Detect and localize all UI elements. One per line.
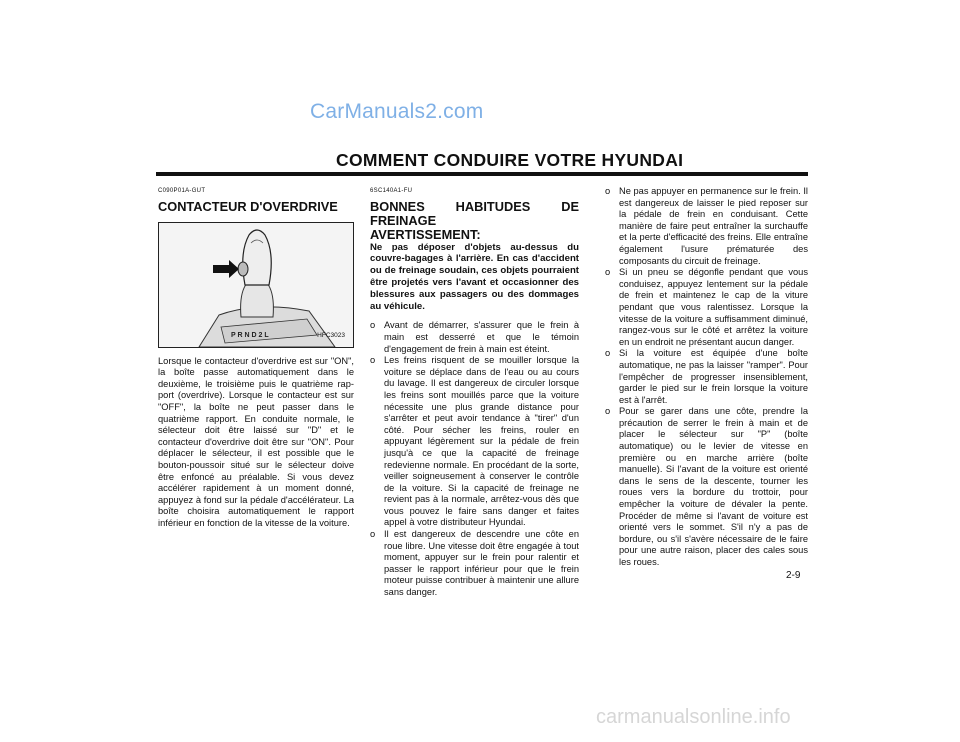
list-item-text: Avant de démarrer, s'assurer que le frein à main est desserré et que le témoin d'engagement de frein à main est éteint. [384,320,579,354]
bullet-mark: o [605,186,611,196]
warning-title: AVERTISSEMENT: [370,226,481,242]
svg-text:P R N D 2 L: P R N D 2 L [231,331,269,339]
page-number: 2-9 [786,570,801,581]
column-braking-continued [605,186,808,569]
list-item [370,529,579,599]
section-title-braking: BONNES HABITUDES DE FREINAGE [370,198,579,228]
section-code: C090P01A-GUT [158,188,206,194]
bullet-mark: o [370,529,376,540]
figure-label: HFC3023 [317,332,345,339]
page-header: COMMENT CONDUIRE VOTRE HYUNDAI [336,150,684,170]
list-item [605,267,808,348]
overdrive-body-text: Lorsque le contacteur d'overdrive est sur "ON", la boîte passe automatiquement dans le deuxième, le troisième puis le quatrième rap-port (overdrive). Lorsque le contacteur est sur "OFF", la boîte ne peut passer dans le quatrième rapport. En conduite normale, le sélecteur doit être laissé sur "D" et le contacteur d'overdrive doit être sur "ON". Pour déplacer le sélecteur, il est possible que le bouton-poussoir situé sur le sélecteur doive être enfoncé au préalable. Si vous devez accélérer rapidement à un moment donné, appuyez à fond sur la pédale d'accélérateur. La boîte choisira automatiquement le rapport inférieur en fonction de la vitesse de la voiture. [158,355,354,528]
bullet-mark: o [605,406,611,417]
gear-shifter-illustration [159,223,353,347]
list-item-text: Si la voiture est équipée d'une boîte automatique, ne pas la laisser "ramper". Pour l'empêcher de progresser insensiblement, garder le pied sur le frein lorsque la voiture est à l'arrêt. [619,348,808,405]
bullet-mark: o [370,355,376,366]
list-item-text: Pour se garer dans une côte, prendre la précaution de serrer le frein à main et de placer le sélecteur sur "P" (boîte automatique) ou le levier de vitesse en première ou en marche arrière (boîte manuelle). Si l'avant de la voiture est orienté dans le sens de la descente, tourner les roues vers la bordure du trottoir, pour empêcher la voiture de dévaler la pente. Procéder de même si l'avant de voiture est orienté vers le sommet. S'il n'y a pas de bordure, ou s'il s'avère nécessaire de le faire pour une autre raison, placer des cales sous les roues. [619,406,808,567]
bullet-mark: o [605,267,611,278]
gear-selector-figure [158,222,354,348]
bullet-mark: o [605,348,611,359]
header-rule [156,172,808,176]
list-item [370,320,579,355]
list-item [370,355,579,529]
list-item [605,406,808,568]
warning-text: Ne pas déposer d'objets au-dessus du couvre-bagages à l'arrière. En cas d'accident ou de freinage soudain, ces objets pourraient être projetés vers l'avant et occasionner des blessures aux passagers ou des dommages au véhicule. [370,241,579,312]
list-item-text: Il est dangereux de descendre une côte en roue libre. Une vitesse doit être engagée à tout moment, appuyer sur le frein pour ralentir et passer le rapport inférieur pour que le frein moteur puisse contribuer à maintenir une allure sans danger. [384,529,579,598]
watermark-top: CarManuals2.com [310,100,484,123]
list-item-text: Si un pneu se dégonfle pendant que vous conduisez, appuyez lentement sur la pédale de frein et maintenez le cap de la viture pendant que vous ralentissez. Lorsque la vitesse de la voiture a suffisamment diminué, rangez-vous sur le côté et arrêtez la voiture en un endroit ne présentant aucun danger. [619,267,808,347]
section-title-overdrive: CONTACTEUR D'OVERDRIVE [158,198,338,214]
bullet-mark: o [370,320,376,331]
list-item-text: Les freins risquent de se mouiller lorsque la voiture se déplace dans de l'eau ou au cours du lavage. Il est dangereux de circuler lorsque les freins sont mouillés parce que la voiture nécessite une plus grande distance pour s'arrêter et peut avoir tendance à "tirer" d'un côté. Pour sécher les freins, rouler en appuyant légèrement sur la pédale de frein jusqu'à ce que la capacité de freinage redevienne normale. En procédant de la sorte, veiller soigneusement à conserver le contrôle de la voiture. Si la capacité de freinage ne revient pas à la normale, arrêtez-vous dès que vous pouvez le faire sans danger et faites appel à votre distributeur Hyundai. [384,355,579,528]
watermark-bottom: carmanualsonline.info [596,706,791,728]
list-item-text: Ne pas appuyer en permanence sur le frein. Il est dangereux de laisser le pied reposer sur la pédale de frein en conduisant. Cette manière de faire peut entraîner la surchauffe et la perte d'efficacité des freins. Elle entraîne également l'usure prématurée des composants du circuit de freinage. [619,186,808,266]
column-braking [370,186,579,599]
column-overdrive [158,186,354,530]
section-code: 6SC140A1-FU [370,188,413,194]
list-item [605,186,808,267]
list-item [605,348,808,406]
